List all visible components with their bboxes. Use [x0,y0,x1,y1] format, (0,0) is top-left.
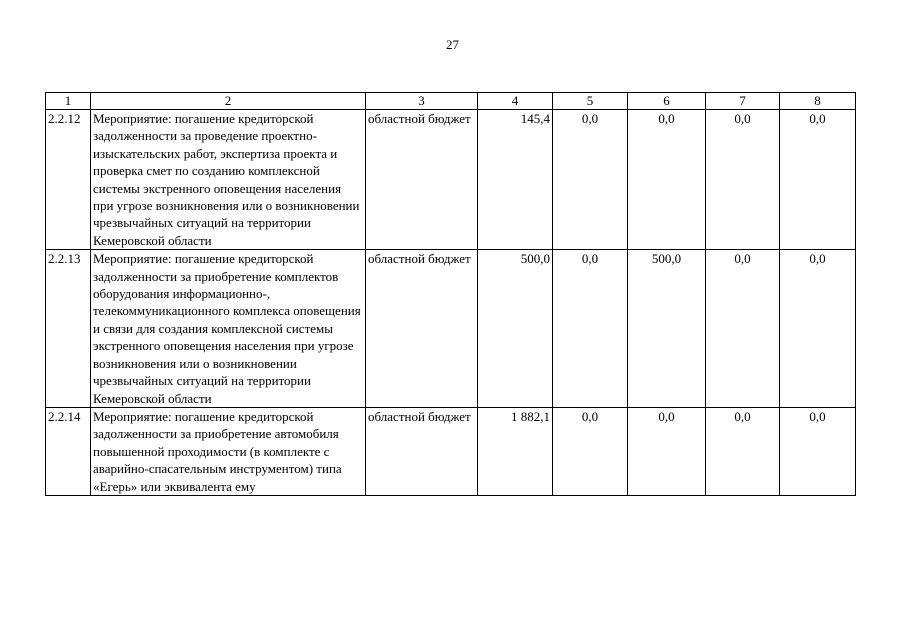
row-total: 500,0 [478,250,553,408]
row-col5: 0,0 [553,110,628,250]
col-header-5: 5 [553,93,628,110]
header-row [46,93,856,110]
row-funding-source: областной бюджет [366,110,478,250]
row-col6: 0,0 [628,110,706,250]
col-header-3: 3 [366,93,478,110]
col-header-1: 1 [46,93,91,110]
col-header-4: 4 [478,93,553,110]
col-header-7: 7 [706,93,780,110]
table-row [46,110,856,250]
row-col7: 0,0 [706,250,780,408]
row-col8: 0,0 [780,250,856,408]
row-col8: 0,0 [780,407,856,495]
row-description: Мероприятие: погашение кредиторской задолженности за проведение проектно-изыскательских работ, экспертиза проекта и проверка смет по созданию комплексной системы экстренного оповещения населения при угрозе возникновения или о возникновении чрезвычайных ситуаций на территории Кемеровской области [91,110,366,250]
row-col5: 0,0 [553,407,628,495]
col-header-8: 8 [780,93,856,110]
row-funding-source: областной бюджет [366,407,478,495]
table-row [46,250,856,408]
row-description: Мероприятие: погашение кредиторской задолженности за приобретение комплектов оборудования информационно-, телекоммуникационного комплекса оповещения и связи для создания комплексной системы экстренного оповещения населения при угрозе возникновения или о возникновении чрезвычайных ситуаций на территории Кемеровской области [91,250,366,408]
row-description: Мероприятие: погашение кредиторской задолженности за приобретение автомобиля повышенной проходимости (в комплекте с аварийно-спасательным инструментом) типа «Егерь» или эквивалента ему [91,407,366,495]
row-funding-source: областной бюджет [366,250,478,408]
col-header-2: 2 [91,93,366,110]
col-header-6: 6 [628,93,706,110]
row-col6: 500,0 [628,250,706,408]
row-col6: 0,0 [628,407,706,495]
row-col7: 0,0 [706,407,780,495]
page-number: 27 [446,37,459,52]
row-code: 2.2.13 [46,250,91,408]
row-code: 2.2.12 [46,110,91,250]
row-total: 1 882,1 [478,407,553,495]
row-col5: 0,0 [553,250,628,408]
row-code: 2.2.14 [46,407,91,495]
row-col7: 0,0 [706,110,780,250]
budget-table [45,92,856,496]
table-row [46,407,856,495]
row-total: 145,4 [478,110,553,250]
row-col8: 0,0 [780,110,856,250]
